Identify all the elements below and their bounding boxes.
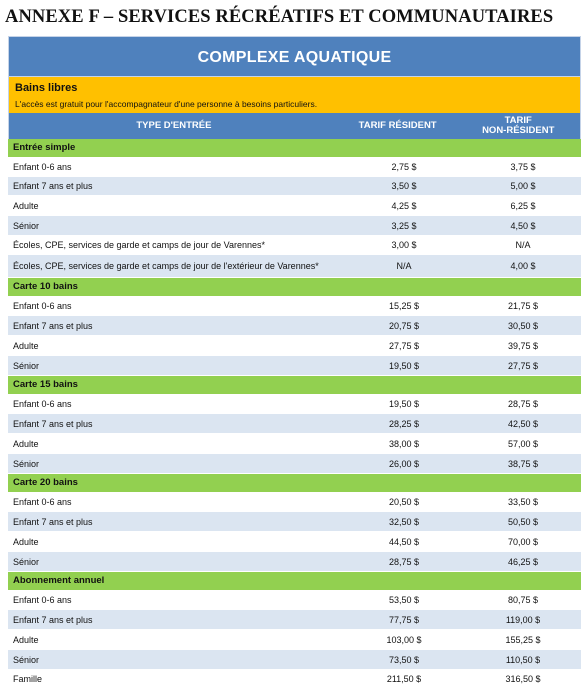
table-row [8, 493, 581, 512]
nonresident-rate-cell: 80,75 $ [507, 595, 539, 605]
nonresident-rate-cell: 3,75 $ [510, 162, 536, 172]
table-row [8, 454, 581, 474]
table-row [8, 158, 581, 177]
nonresident-rate-cell: 50,50 $ [507, 516, 539, 527]
bains-libres-header [8, 77, 581, 113]
table-row [8, 395, 581, 414]
table-banner: COMPLEXE AQUATIQUE [8, 36, 581, 77]
column-header-nonresident-line1: TARIF [504, 115, 532, 126]
resident-rate-cell: 103,00 $ [386, 634, 422, 645]
nonresident-rate-cell: 6,25 $ [510, 200, 536, 211]
column-header-nonresident [456, 113, 580, 139]
entry-type-cell: Sénior [13, 360, 40, 371]
section-title: Entrée simple [13, 142, 76, 153]
entry-type-cell: Enfant 0-6 ans [13, 595, 72, 605]
column-header-resident: TARIF RÉSIDENT [358, 120, 437, 131]
table-row [8, 236, 581, 255]
resident-rate-cell: 27,75 $ [388, 340, 420, 351]
section-header [8, 572, 581, 591]
section-title: Carte 20 bains [13, 477, 78, 488]
table-row [8, 196, 581, 216]
resident-rate-cell: 3,00 $ [391, 240, 417, 250]
entry-type-cell: Enfant 0-6 ans [13, 301, 72, 311]
column-header-nonresident-line2: NON-RÉSIDENT [482, 125, 555, 136]
nonresident-rate-cell: 4,00 $ [510, 261, 536, 271]
resident-rate-cell: 28,75 $ [388, 556, 420, 567]
bains-libres-title: Bains libres [15, 82, 78, 94]
table-row [8, 650, 581, 670]
nonresident-rate-cell: 21,75 $ [507, 301, 539, 311]
column-header-type: TYPE D'ENTRÉE [136, 120, 212, 131]
column-header-row [8, 113, 581, 139]
table-row [8, 356, 581, 376]
entry-type-cell: Sénior [13, 458, 40, 469]
resident-rate-cell: N/A [396, 261, 412, 271]
resident-rate-cell: 4,25 $ [391, 200, 417, 211]
entry-type-cell: Écoles, CPE, services de garde et camps de jour de Varennes* [13, 240, 265, 250]
entry-type-cell: Adulte [13, 200, 39, 211]
table-row [8, 512, 581, 532]
entry-type-cell: Sénior [13, 220, 40, 231]
nonresident-rate-cell: 70,00 $ [507, 536, 539, 547]
table-row [8, 630, 581, 650]
entry-type-cell: Adulte [13, 340, 39, 351]
table-row [8, 532, 581, 552]
resident-rate-cell: 28,25 $ [388, 418, 420, 429]
entry-type-cell: Écoles, CPE, services de garde et camps de jour de l'extérieur de Varennes* [13, 261, 319, 271]
table-row [8, 255, 581, 278]
nonresident-rate-cell: 39,75 $ [507, 340, 539, 351]
table-row [8, 297, 581, 316]
table-row [8, 316, 581, 336]
nonresident-rate-cell: 119,00 $ [505, 614, 541, 625]
section-header [8, 376, 581, 395]
entry-type-cell: Enfant 7 ans et plus [13, 320, 93, 331]
nonresident-rate-cell: 46,25 $ [507, 556, 539, 567]
resident-rate-cell: 44,50 $ [388, 536, 420, 547]
nonresident-rate-cell: 4,50 $ [510, 220, 536, 231]
entry-type-cell: Adulte [13, 536, 39, 547]
table-row [8, 414, 581, 434]
nonresident-rate-cell: 110,50 $ [505, 654, 541, 665]
entry-type-cell: Adulte [13, 438, 39, 449]
nonresident-rate-cell: 28,75 $ [507, 399, 539, 409]
resident-rate-cell: 3,50 $ [391, 181, 417, 191]
entry-type-cell: Enfant 7 ans et plus [13, 418, 93, 429]
nonresident-rate-cell: 30,50 $ [507, 320, 539, 331]
resident-rate-cell: 26,00 $ [388, 458, 420, 469]
rates-table [8, 36, 581, 689]
nonresident-rate-cell: 5,00 $ [510, 181, 536, 191]
section-header [8, 139, 581, 158]
entry-type-cell: Adulte [13, 634, 39, 645]
entry-type-cell: Sénior [13, 556, 40, 567]
bains-libres-note: L'accès est gratuit pour l'accompagnateur d'une personne à besoins particuliers. [15, 99, 318, 109]
nonresident-rate-cell: 38,75 $ [507, 458, 539, 469]
entry-type-cell: Sénior [13, 654, 40, 665]
table-body [8, 139, 581, 689]
section-title: Abonnement annuel [13, 575, 105, 586]
document-title: ANNEXE F – SERVICES RÉCRÉATIFS ET COMMUNAUTAIRES [5, 7, 554, 27]
table-row [8, 434, 581, 454]
resident-rate-cell: 19,50 $ [388, 399, 420, 409]
resident-rate-cell: 19,50 $ [388, 360, 420, 371]
table-row [8, 177, 581, 196]
nonresident-rate-cell: 155,25 $ [505, 634, 541, 645]
nonresident-rate-cell: 42,50 $ [507, 418, 539, 429]
nonresident-rate-cell: 33,50 $ [507, 497, 539, 507]
table-row [8, 591, 581, 610]
resident-rate-cell: 3,25 $ [391, 220, 417, 231]
section-title: Carte 10 bains [13, 281, 78, 292]
nonresident-rate-cell: 316,50 $ [505, 674, 541, 684]
entry-type-cell: Enfant 7 ans et plus [13, 516, 93, 527]
entry-type-cell: Enfant 7 ans et plus [13, 614, 93, 625]
resident-rate-cell: 38,00 $ [388, 438, 420, 449]
resident-rate-cell: 211,50 $ [386, 674, 422, 684]
nonresident-rate-cell: 27,75 $ [507, 360, 539, 371]
entry-type-cell: Enfant 0-6 ans [13, 497, 72, 507]
entry-type-cell: Famille [13, 674, 43, 684]
resident-rate-cell: 73,50 $ [388, 654, 420, 665]
entry-type-cell: Enfant 0-6 ans [13, 162, 72, 172]
table-row [8, 552, 581, 572]
resident-rate-cell: 53,50 $ [388, 595, 420, 605]
section-header [8, 474, 581, 493]
table-row [8, 336, 581, 356]
resident-rate-cell: 32,50 $ [388, 516, 420, 527]
resident-rate-cell: 77,75 $ [388, 614, 420, 625]
table-row [8, 670, 581, 689]
table-row [8, 216, 581, 236]
resident-rate-cell: 20,75 $ [388, 320, 420, 331]
resident-rate-cell: 15,25 $ [388, 301, 420, 311]
table-row [8, 610, 581, 630]
entry-type-cell: Enfant 0-6 ans [13, 399, 72, 409]
entry-type-cell: Enfant 7 ans et plus [13, 181, 93, 191]
nonresident-rate-cell: N/A [515, 240, 531, 250]
nonresident-rate-cell: 57,00 $ [507, 438, 539, 449]
resident-rate-cell: 20,50 $ [388, 497, 420, 507]
resident-rate-cell: 2,75 $ [391, 162, 417, 172]
section-title: Carte 15 bains [13, 379, 78, 390]
section-header [8, 278, 581, 297]
